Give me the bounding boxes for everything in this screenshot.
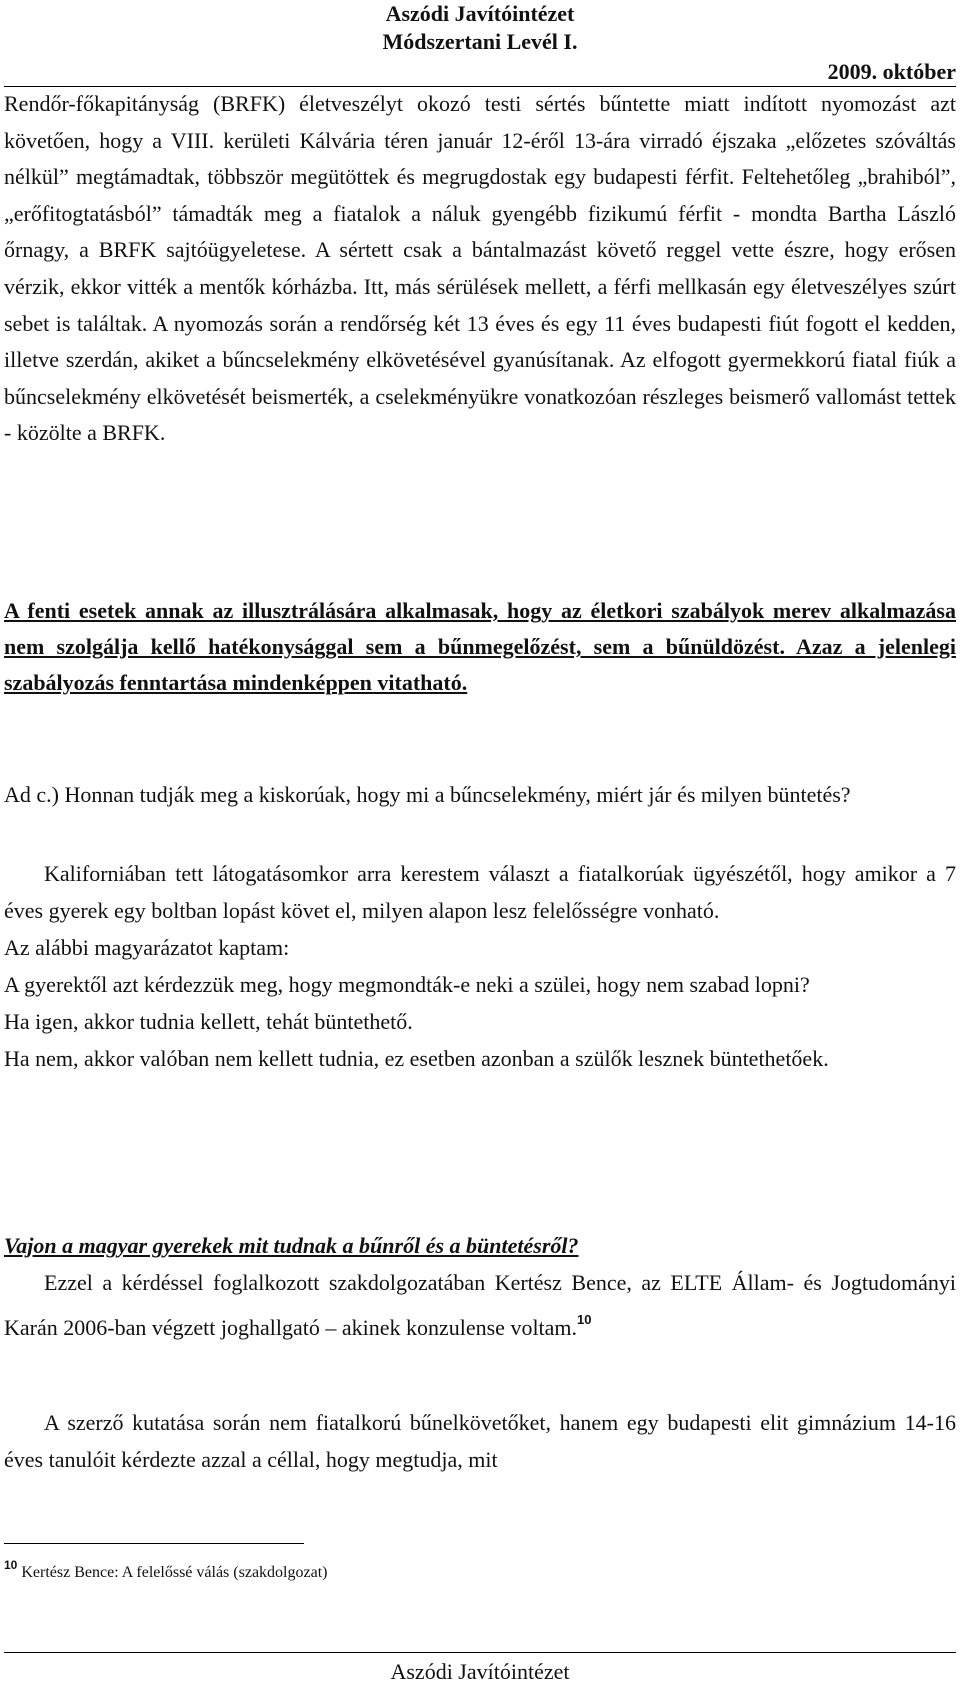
footnote-number: 10	[4, 1558, 18, 1572]
thesis-paragraph	[4, 1264, 956, 1346]
california-section	[4, 855, 956, 1077]
news-paragraph: Rendőr-főkapitányság (BRFK) életveszélyt okozó testi sértés bűntette miatt indított nyomozást azt követően, hogy a VIII. kerületi Kálvária téren január 12-éről 13-ára virradó éjszaka „előzetes szóváltás nélkül” megtámadtak, többször megütöttek és megrugdostak egy budapesti férfit. Feltehetőleg „brahiból”, „erőfitogtatásból” támadták meg a fiatalok a náluk gyengébb fizikumú férfit - mondta Bartha László őrnagy, a BRFK sajtóügyeletese. A sértett csak a bántalmazást követő reggel vette észre, hogy erősen vérzik, ekkor vitték a mentők kórházba. Itt, más sérülések mellett, a férfi mellkasán egy életveszélyes szúrt sebet is találtak. A nyomozás során a rendőrség két 13 éves és egy 11 éves budapesti fiút fogott el kedden, illetve szerdán, akiket a bűncselekmény elkövetésével gyanúsítanak. Az elfogott gyermekkorú fiatal fiúk a bűncselekmény elkövetését beismerték, a cselekményükre vonatkozóan részleges beismerő vallomást tettek - közölte a BRFK.	[4, 91, 956, 446]
footer-institution: Aszódi Javítóintézet	[390, 1659, 570, 1684]
header-date: 2009. október	[827, 59, 956, 84]
footnote-divider	[4, 1543, 304, 1544]
answer-yes: Ha igen, akkor tudnia kellett, tehát büntethető.	[4, 1009, 413, 1034]
answer-intro: Az alábbi magyarázatot kaptam:	[4, 935, 290, 960]
footnote	[4, 1551, 327, 1587]
research-paragraph: A szerző kutatása során nem fiatalkorú bűnelkövetőket, hanem egy budapesti elit gimnázium 14-16 éves tanulóit kérdezte azzal a céllal, hogy megtudja, mit	[4, 1410, 956, 1472]
conclusion-paragraph: A fenti esetek annak az illusztrálására alkalmasak, hogy az életkori szabályok merev alkalmazása nem szolgálja kellő hatékonysággal sem a bűnmegelőzést, sem a bűnüldözést. Azaz a jelenlegi szabályozás fenntartása mindenképpen vitatható.	[4, 598, 956, 695]
footer-divider	[4, 1652, 956, 1653]
answer-question: A gyerektől azt kérdezzük meg, hogy megmondták-e neki a szülei, hogy nem szabad lopni?	[4, 972, 810, 997]
section-heading: Vajon a magyar gyerekek mit tudnak a bűnről és a büntetésről?	[4, 1233, 579, 1258]
question-paragraph: Ad c.) Honnan tudják meg a kiskorúak, hogy mi a bűncselekmény, miért jár és milyen büntetés?	[4, 782, 851, 807]
california-intro: Kaliforniában tett látogatásomkor arra kerestem választ a fiatalkorúak ügyészétől, hogy amikor a 7 éves gyerek egy boltban lopást követ el, milyen alapon lesz felelősségre vonható.	[4, 861, 956, 923]
header-publication: Módszertani Levél I.	[382, 29, 578, 54]
footnote-text: Kertész Bence: A felelőssé válás (szakdolgozat)	[21, 1564, 328, 1581]
answer-no: Ha nem, akkor valóban nem kellett tudnia, ez esetben azonban a szülők lesznek büntethetőek.	[4, 1046, 829, 1071]
thesis-text: Ezzel a kérdéssel foglalkozott szakdolgozatában Kertész Bence, az ELTE Állam- és Jogtudományi Karán 2006-ban végzett joghallgató – akinek konzulense voltam.	[4, 1270, 956, 1340]
footnote-reference[interactable]: 10	[577, 1312, 592, 1327]
header-institution: Aszódi Javítóintézet	[385, 1, 575, 26]
